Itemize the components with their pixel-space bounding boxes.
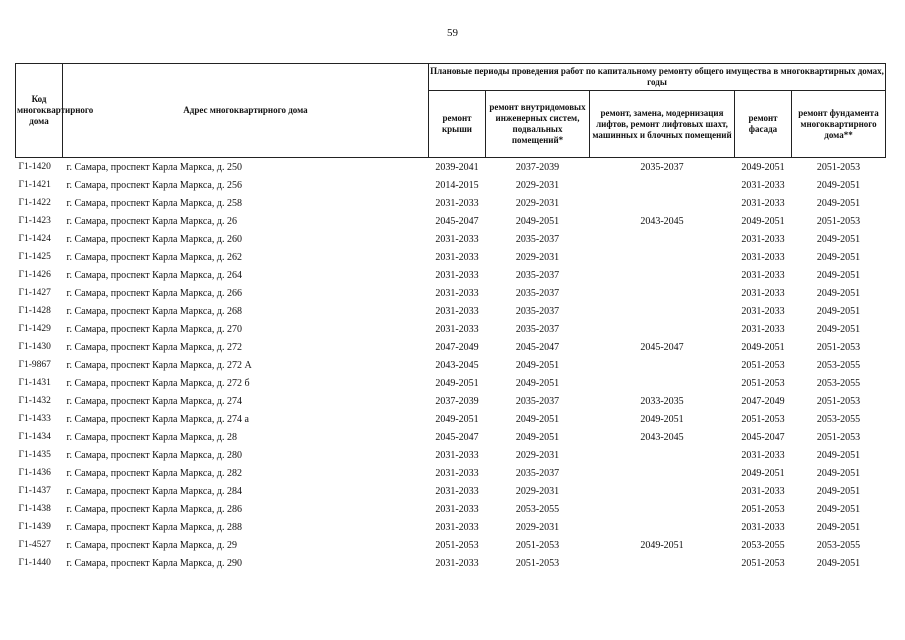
systems-cell: 2049-2051 — [515, 431, 560, 443]
systems-cell: 2053-2055 — [515, 503, 560, 515]
foundation-cell: 2049-2051 — [816, 503, 861, 515]
systems-cell: 2029-2031 — [515, 197, 560, 209]
table-row — [16, 554, 886, 572]
code-cell: Г1-1428 — [18, 306, 51, 316]
foundation-cell: 2051-2053 — [816, 341, 861, 353]
code-cell: Г1-1421 — [18, 180, 51, 190]
systems-cell: 2029-2031 — [515, 179, 560, 191]
roof-cell: 2031-2033 — [435, 557, 479, 569]
roof-cell: 2014-2015 — [435, 179, 479, 191]
code-cell: Г1-1427 — [18, 288, 51, 298]
facade-cell: 2031-2033 — [741, 269, 785, 281]
code-cell: Г1-1426 — [18, 270, 51, 280]
facade-cell: 2051-2053 — [741, 557, 785, 569]
systems-cell: 2035-2037 — [515, 395, 560, 407]
foundation-cell: 2053-2055 — [816, 539, 861, 551]
code-cell: Г1-1439 — [18, 522, 51, 532]
roof-cell: 2031-2033 — [435, 233, 479, 245]
roof-cell: 2031-2033 — [435, 251, 479, 263]
lifts-cell — [590, 356, 735, 374]
code-cell: Г1-1431 — [18, 378, 51, 388]
systems-cell: 2035-2037 — [515, 467, 560, 479]
systems-cell: 2029-2031 — [515, 521, 560, 533]
lifts-cell — [590, 284, 735, 302]
systems-cell: 2051-2053 — [515, 539, 560, 551]
header-foundation: ремонт фундамента многоквартирного дома** — [792, 91, 886, 158]
roof-cell: 2031-2033 — [435, 323, 479, 335]
facade-cell: 2031-2033 — [741, 251, 785, 263]
foundation-cell: 2051-2053 — [816, 161, 861, 173]
table-row — [16, 230, 886, 248]
table-row — [16, 518, 886, 536]
table-row — [16, 410, 886, 428]
systems-cell: 2045-2047 — [515, 341, 560, 353]
roof-cell: 2045-2047 — [435, 431, 479, 443]
address-cell: г. Самара, проспект Карла Маркса, д. 266 — [66, 287, 242, 299]
facade-cell: 2049-2051 — [741, 341, 785, 353]
lifts-cell — [590, 230, 735, 248]
code-cell: Г1-1429 — [18, 324, 51, 334]
address-cell: г. Самара, проспект Карла Маркса, д. 256 — [66, 179, 242, 191]
address-cell: г. Самара, проспект Карла Маркса, д. 286 — [66, 503, 242, 515]
lifts-cell — [590, 320, 735, 338]
header-lifts: ремонт, замена, модернизация лифтов, ремонт лифтовых шахт, машинных и блочных помещений — [590, 91, 735, 158]
lifts-cell — [590, 266, 735, 284]
address-cell: г. Самара, проспект Карла Маркса, д. 270 — [66, 323, 242, 335]
header-systems: ремонт внутридомовых инженерных систем, подвальных помещений* — [486, 91, 590, 158]
foundation-cell: 2053-2055 — [816, 359, 861, 371]
code-cell: Г1-1433 — [18, 414, 51, 424]
roof-cell: 2047-2049 — [435, 341, 479, 353]
lifts-cell — [590, 374, 735, 392]
facade-cell: 2047-2049 — [741, 395, 785, 407]
address-cell: г. Самара, проспект Карла Маркса, д. 258 — [66, 197, 242, 209]
facade-cell: 2053-2055 — [741, 539, 785, 551]
foundation-cell: 2049-2051 — [816, 305, 861, 317]
foundation-cell: 2049-2051 — [816, 233, 861, 245]
foundation-cell: 2049-2051 — [816, 179, 861, 191]
code-cell: Г1-1430 — [18, 342, 51, 352]
facade-cell: 2045-2047 — [741, 431, 785, 443]
address-cell: г. Самара, проспект Карла Маркса, д. 274 а — [66, 413, 249, 425]
address-cell: г. Самара, проспект Карла Маркса, д. 268 — [66, 305, 242, 317]
lifts-cell — [590, 518, 735, 536]
table-row — [16, 194, 886, 212]
systems-cell: 2029-2031 — [515, 449, 560, 461]
roof-cell: 2043-2045 — [435, 359, 479, 371]
roof-cell: 2045-2047 — [435, 215, 479, 227]
systems-cell: 2035-2037 — [515, 305, 560, 317]
foundation-cell: 2049-2051 — [816, 485, 861, 497]
foundation-cell: 2051-2053 — [816, 395, 861, 407]
header-code: Код многоквартирного дома — [16, 64, 63, 158]
lifts-cell: 2033-2035 — [640, 395, 684, 407]
facade-cell: 2049-2051 — [741, 467, 785, 479]
facade-cell: 2051-2053 — [741, 503, 785, 515]
code-cell: Г1-1438 — [18, 504, 51, 514]
facade-cell: 2031-2033 — [741, 197, 785, 209]
table-row — [16, 176, 886, 194]
facade-cell: 2051-2053 — [741, 413, 785, 425]
roof-cell: 2037-2039 — [435, 395, 479, 407]
systems-cell: 2049-2051 — [515, 359, 560, 371]
foundation-cell: 2051-2053 — [816, 215, 861, 227]
address-cell: г. Самара, проспект Карла Маркса, д. 280 — [66, 449, 242, 461]
systems-cell: 2035-2037 — [515, 269, 560, 281]
code-cell: Г1-1432 — [18, 396, 51, 406]
foundation-cell: 2053-2055 — [816, 413, 861, 425]
lifts-cell — [590, 302, 735, 320]
table-row — [16, 428, 886, 446]
table-row — [16, 464, 886, 482]
roof-cell: 2051-2053 — [435, 539, 479, 551]
lifts-cell — [590, 554, 735, 572]
code-cell: Г1-1424 — [18, 234, 51, 244]
table-row — [16, 338, 886, 356]
lifts-cell — [590, 248, 735, 266]
foundation-cell: 2053-2055 — [816, 377, 861, 389]
address-cell: г. Самара, проспект Карла Маркса, д. 29 — [66, 539, 237, 551]
table-row — [16, 320, 886, 338]
table-row — [16, 500, 886, 518]
code-cell: Г1-1420 — [18, 162, 51, 172]
code-cell: Г1-1425 — [18, 252, 51, 262]
lifts-cell: 2045-2047 — [640, 341, 684, 353]
address-cell: г. Самара, проспект Карла Маркса, д. 288 — [66, 521, 242, 533]
lifts-cell — [590, 176, 735, 194]
roof-cell: 2031-2033 — [435, 197, 479, 209]
facade-cell: 2031-2033 — [741, 485, 785, 497]
capital-repair-table — [15, 63, 886, 572]
page-number: 59 — [447, 27, 458, 39]
systems-cell: 2035-2037 — [515, 323, 560, 335]
systems-cell: 2035-2037 — [515, 287, 560, 299]
code-cell: Г1-1434 — [18, 432, 51, 442]
foundation-cell: 2049-2051 — [816, 521, 861, 533]
code-cell: Г1-9867 — [18, 360, 51, 370]
systems-cell: 2037-2039 — [515, 161, 560, 173]
table-row — [16, 248, 886, 266]
facade-cell: 2031-2033 — [741, 323, 785, 335]
table-row — [16, 158, 886, 177]
roof-cell: 2031-2033 — [435, 287, 479, 299]
table-row — [16, 212, 886, 230]
table-row — [16, 446, 886, 464]
address-cell: г. Самара, проспект Карла Маркса, д. 284 — [66, 485, 242, 497]
table-row — [16, 356, 886, 374]
table-row — [16, 374, 886, 392]
facade-cell: 2031-2033 — [741, 287, 785, 299]
table-row — [16, 302, 886, 320]
address-cell: г. Самара, проспект Карла Маркса, д. 290 — [66, 557, 242, 569]
facade-cell: 2031-2033 — [741, 179, 785, 191]
code-cell: Г1-1435 — [18, 450, 51, 460]
lifts-cell: 2035-2037 — [640, 161, 684, 173]
address-cell: г. Самара, проспект Карла Маркса, д. 272 А — [66, 359, 252, 371]
roof-cell: 2031-2033 — [435, 305, 479, 317]
facade-cell: 2031-2033 — [741, 521, 785, 533]
facade-cell: 2051-2053 — [741, 377, 785, 389]
address-cell: г. Самара, проспект Карла Маркса, д. 272 — [66, 341, 242, 353]
table-body — [16, 158, 886, 573]
roof-cell: 2031-2033 — [435, 521, 479, 533]
address-cell: г. Самара, проспект Карла Маркса, д. 282 — [66, 467, 242, 479]
roof-cell: 2031-2033 — [435, 503, 479, 515]
facade-cell: 2051-2053 — [741, 359, 785, 371]
systems-cell: 2029-2031 — [515, 251, 560, 263]
systems-cell: 2051-2053 — [515, 557, 560, 569]
systems-cell: 2049-2051 — [515, 377, 560, 389]
header-address: Адрес многоквартирного дома — [63, 64, 429, 158]
lifts-cell: 2049-2051 — [640, 413, 684, 425]
lifts-cell — [590, 446, 735, 464]
address-cell: г. Самара, проспект Карла Маркса, д. 264 — [66, 269, 242, 281]
code-cell: Г1-1437 — [18, 486, 51, 496]
systems-cell: 2029-2031 — [515, 485, 560, 497]
roof-cell: 2049-2051 — [435, 377, 479, 389]
code-cell: Г1-4527 — [18, 540, 51, 550]
roof-cell: 2031-2033 — [435, 269, 479, 281]
lifts-cell — [590, 194, 735, 212]
foundation-cell: 2049-2051 — [816, 323, 861, 335]
code-cell: Г1-1440 — [18, 558, 51, 568]
table-row — [16, 392, 886, 410]
facade-cell: 2049-2051 — [741, 215, 785, 227]
header-periods: Плановые периоды проведения работ по капитальному ремонту общего имущества в многоквартирных домах, годы — [429, 64, 886, 91]
roof-cell: 2031-2033 — [435, 449, 479, 461]
table-row — [16, 266, 886, 284]
foundation-cell: 2049-2051 — [816, 467, 861, 479]
lifts-cell — [590, 500, 735, 518]
foundation-cell: 2049-2051 — [816, 557, 861, 569]
roof-cell: 2049-2051 — [435, 413, 479, 425]
foundation-cell: 2051-2053 — [816, 431, 861, 443]
header-roof: ремонт крыши — [429, 91, 486, 158]
address-cell: г. Самара, проспект Карла Маркса, д. 28 — [66, 431, 237, 443]
code-cell: Г1-1436 — [18, 468, 51, 478]
address-cell: г. Самара, проспект Карла Маркса, д. 272 б — [66, 377, 250, 389]
foundation-cell: 2049-2051 — [816, 449, 861, 461]
lifts-cell: 2049-2051 — [640, 539, 684, 551]
address-cell: г. Самара, проспект Карла Маркса, д. 274 — [66, 395, 242, 407]
systems-cell: 2049-2051 — [515, 215, 560, 227]
address-cell: г. Самара, проспект Карла Маркса, д. 262 — [66, 251, 242, 263]
foundation-cell: 2049-2051 — [816, 287, 861, 299]
foundation-cell: 2049-2051 — [816, 269, 861, 281]
foundation-cell: 2049-2051 — [816, 197, 861, 209]
lifts-cell — [590, 482, 735, 500]
table-row — [16, 482, 886, 500]
table-row — [16, 284, 886, 302]
header-facade: ремонт фасада — [735, 91, 792, 158]
lifts-cell — [590, 464, 735, 482]
lifts-cell: 2043-2045 — [640, 215, 684, 227]
roof-cell: 2031-2033 — [435, 467, 479, 479]
systems-cell: 2049-2051 — [515, 413, 560, 425]
lifts-cell: 2043-2045 — [640, 431, 684, 443]
address-cell: г. Самара, проспект Карла Маркса, д. 250 — [66, 161, 242, 173]
roof-cell: 2031-2033 — [435, 485, 479, 497]
foundation-cell: 2049-2051 — [816, 251, 861, 263]
facade-cell: 2031-2033 — [741, 305, 785, 317]
roof-cell: 2039-2041 — [435, 161, 479, 173]
code-cell: Г1-1423 — [18, 216, 51, 226]
facade-cell: 2031-2033 — [741, 233, 785, 245]
code-cell: Г1-1422 — [18, 198, 51, 208]
address-cell: г. Самара, проспект Карла Маркса, д. 260 — [66, 233, 242, 245]
address-cell: г. Самара, проспект Карла Маркса, д. 26 — [66, 215, 237, 227]
facade-cell: 2049-2051 — [741, 161, 785, 173]
systems-cell: 2035-2037 — [515, 233, 560, 245]
table-row — [16, 536, 886, 554]
facade-cell: 2031-2033 — [741, 449, 785, 461]
